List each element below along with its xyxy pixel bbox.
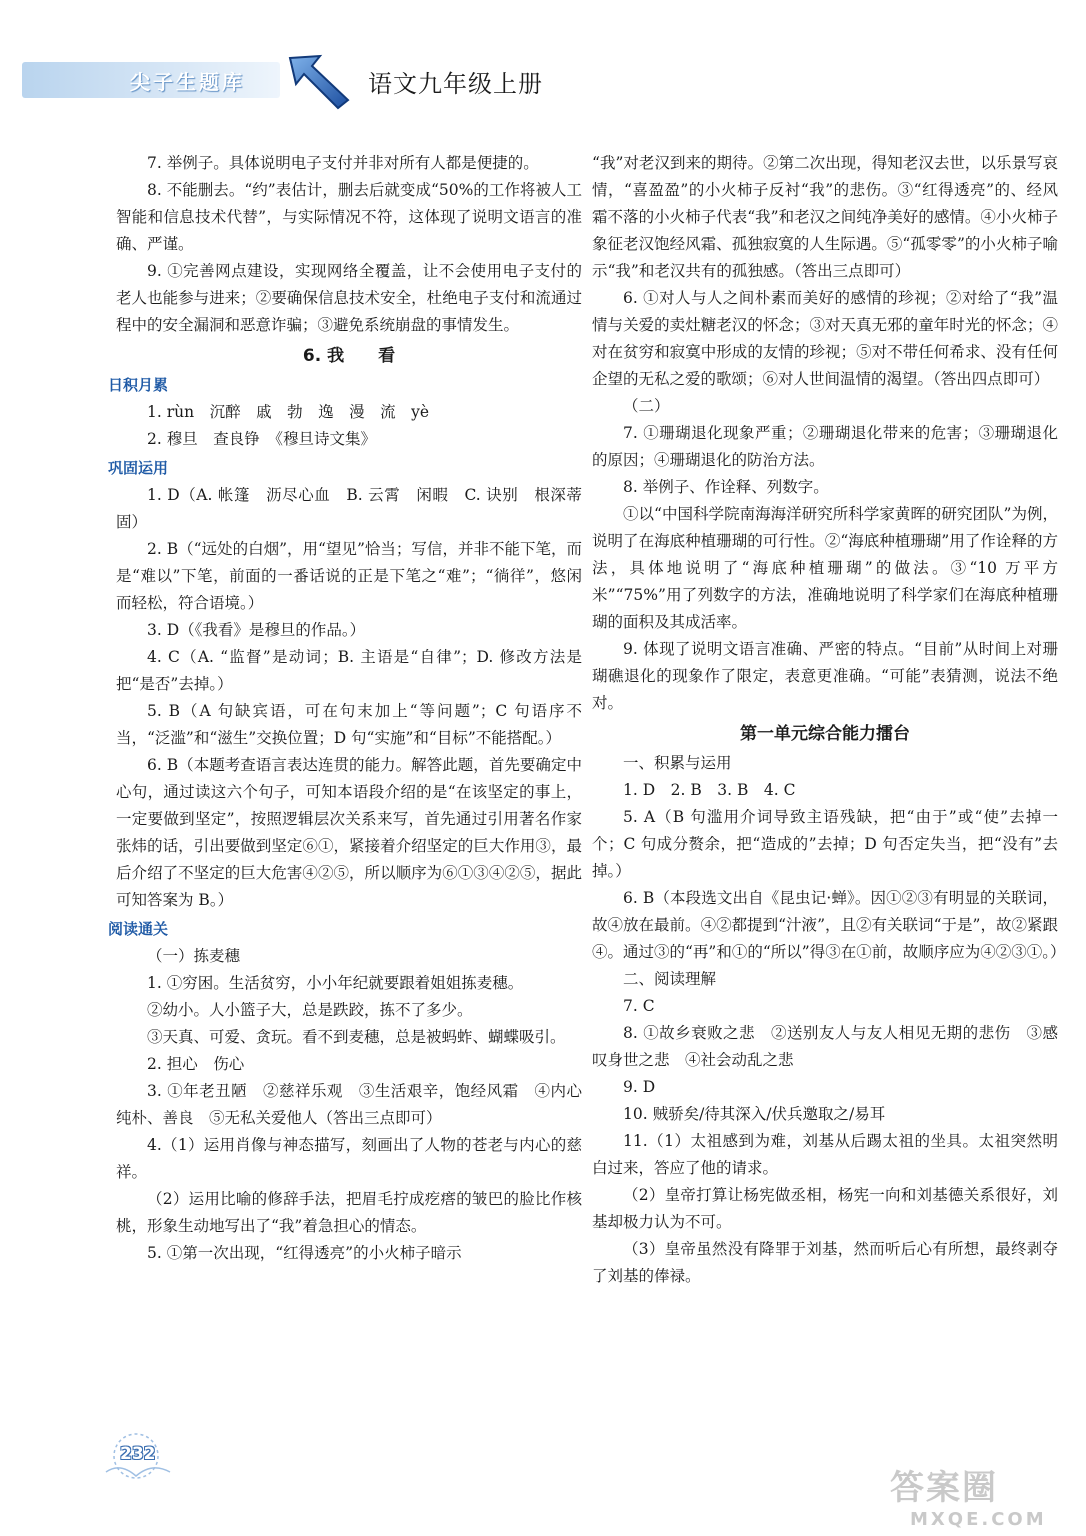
passage-title: （二） [623, 397, 670, 415]
answer-line: （3）皇帝虽然没有降罪于刘基，然而听后心有所想，最终剥夺了刘基的俸禄。 [592, 1240, 1058, 1285]
answer-line: ③天真、可爱、贪玩。看不到麦穗，总是被蚂蚱、蝴蝶吸引。 [147, 1028, 566, 1046]
answer-line: （2）运用比喻的修辞手法，把眉毛拧成疙瘩的皱巴的脸比作核桃，形象生动地写出了“我”着急担心的情态。 [116, 1190, 582, 1235]
answer-line: 6. B（本段选文出自《昆虫记·蝉》。因①②③有明显的关联词，故④放在最前。④②都提到“汁液”，且②有关联词“于是”，故②紧跟④。通过③的“再”和①的“所以”得③在①前，故顺序应为④②③①。） [592, 889, 1066, 961]
section-heading-consolidate: 巩固运用 [108, 459, 169, 477]
answer-line: 8. ①故乡衰败之悲 ②送别友人与友人相见无期的悲伤 ③感叹身世之悲 ④社会动乱之悲 [592, 1024, 1058, 1069]
section-heading-accumulate: 日积月累 [108, 376, 169, 394]
answer-line: 2. 穆旦 查良铮 《穆旦诗文集》 [147, 430, 376, 448]
answer-line: “我”对老汉到来的期待。②第二次出现，得知老汉去世，以乐景写哀情，“喜盈盈”的小火柿子反衬“我”的悲伤。③“红得透亮”的、经风霜不落的小火柿子代表“我”和老汉之间纯净美好的感情。④小火柿子象征老汉饱经风霜、孤独寂寞的人生际遇。⑤“孤零零”的小火柿子喻示“我”和老汉共有的孤独感。（答出三点即可） [592, 154, 1058, 280]
answer-line: 8. 举例子、作诠释、列数字。 [623, 478, 829, 496]
unit-title: 第一单元综合能力擂台 [740, 724, 910, 744]
answer-line: 7. C [623, 997, 655, 1015]
answer-line: 3. D（《我看》是穆旦的作品。） [147, 621, 366, 639]
arrow-up-left-icon [284, 50, 354, 112]
answer-line: 2. 担心 伤心 [147, 1055, 245, 1073]
answer-line: 10. 贼骄矣/待其深入/伏兵邀取之/易耳 [623, 1105, 886, 1123]
answer-line: 6. ①对人与人之间朴素而美好的感情的珍视；②对给了“我”温情与关爱的卖灶糖老汉的怀念；③对天真无邪的童年时光的怀念；④对在贫穷和寂寞中形成的友情的珍视；⑤对不带任何希求、没有任何企望的无私之爱的歌颂；⑥对人世间温情的渴望。（答出四点即可） [592, 289, 1058, 388]
page-number-badge [100, 1432, 180, 1488]
answer-line: 1. ①穷困。生活贫穷，小小年纪就要跟着姐姐拣麦穗。 [147, 974, 524, 992]
answer-line: （2）皇帝打算让杨宪做丞相，杨宪一向和刘基德关系很好，刘基却极力认为不可。 [592, 1186, 1058, 1231]
answer-9: 9. ①完善网点建设，实现网络全覆盖，让不会使用电子支付的老人也能参与进来；②要确保信息技术安全，杜绝电子支付和流通过程中的安全漏洞和恶意诈骗；③避免系统崩盘的事情发生。 [116, 262, 582, 334]
answer-line: 7. ①珊瑚退化现象严重；②珊瑚退化带来的危害；③珊瑚退化的原因；④珊瑚退化的防治方法。 [592, 424, 1058, 469]
answer-line: 4.（1）运用肖像与神态描写，刻画出了人物的苍老与内心的慈祥。 [116, 1136, 582, 1181]
left-column [108, 150, 582, 1267]
right-column [592, 150, 1066, 1290]
answer-line: 2. B（“远处的白烟”，用“望见”恰当；写信，并非不能下笔，而是“难以”下笔，前面的一番话说的正是下笔之“难”；“徜徉”，悠闲而轻松，符合语境。） [116, 540, 582, 612]
watermark [890, 1460, 1080, 1530]
section-heading-reading: 阅读通关 [108, 920, 169, 938]
answer-line: 5. B（A 句缺宾语，可在句末加上“等问题”；C 句语序不当，“泛滥”和“滋生”交换位置；D 句“实施”和“目标”不能搭配。） [116, 702, 582, 747]
book-title: 语文九年级上册 [368, 70, 543, 98]
answer-line: 11.（1）太祖感到为难，刘基从后踢太祖的坐具。太祖突然明白过来，答应了他的请求。 [592, 1132, 1058, 1177]
answer-line: 9. 体现了说明文语言准确、严密的特点。“目前”从时间上对珊瑚礁退化的现象作了限定，表意更准确。“可能”表猜测，说法不绝对。 [592, 640, 1058, 712]
part-heading: 二、阅读理解 [623, 970, 717, 988]
answer-line: ②幼小。人小篮子大，总是跌跤，拣不了多少。 [147, 1001, 473, 1019]
brand-label: 尖子生题库 [130, 70, 245, 94]
answer-7: 7. 举例子。具体说明电子支付并非对所有人都是便捷的。 [147, 154, 539, 172]
watermark-logo: 答案圈 [890, 1468, 998, 1508]
watermark-url: MXQE.COM [910, 1509, 1047, 1530]
answer-line: 1. D（A. 帐篷 沥尽心血 B. 云霄 闲暇 C. 诀别 根深蒂固） [116, 486, 582, 531]
answer-line: 5. A（B 句滥用介词导致主语残缺，把“由于”或“使”去掉一个；C 句成分赘余，把“造成的”去掉；D 句否定失当，把“没有”去掉。） [592, 808, 1058, 880]
answer-line: 5. ①第一次出现，“红得透亮”的小火柿子暗示 [147, 1244, 462, 1262]
answer-line: 1. D 2. B 3. B 4. C [623, 781, 796, 799]
answer-line: 4. C（A. “监督”是动词；B. 主语是“自律”；D. 修改方法是把“是否”去掉。） [116, 648, 582, 693]
page-header [0, 0, 1086, 130]
part-heading: 一、积累与运用 [623, 754, 732, 772]
page-number: 232 [120, 1444, 156, 1464]
answer-line: 3. ①年老丑陋 ②慈祥乐观 ③生活艰辛，饱经风霜 ④内心纯朴、善良 ⑤无私关爱他人（答出三点即可） [116, 1082, 582, 1127]
answer-line: ①以“中国科学院南海海洋研究所科学家黄晖的研究团队”为例，说明了在海底种植珊瑚的可行性。②“海底种植珊瑚”用了作诠释的方法，具体地说明了“海底种植珊瑚”的做法。③“10 万平方米”“75%”用了列数字的方法，准确地说明了科学家们在海底种植珊瑚的面积及其成活率。 [592, 505, 1058, 631]
answer-8: 8. 不能删去。“约”表估计，删去后就变成“50%的工作将被人工智能和信息技术代替”，与实际情况不符，这体现了说明文语言的准确、严谨。 [116, 181, 582, 253]
answer-line: 6. B（本题考查语言表达连贯的能力。解答此题，首先要确定中心句，通过读这六个句子，可知本语段介绍的是“在该坚定的事上，一定要做到坚定”，按照逻辑层次关系来写，首先通过引用著名作家张炜的话，引出要做到坚定⑥①，紧接着介绍坚定的巨大作用③，最后介绍了不坚定的巨大危害④②⑤，所以顺序为⑥①③④②⑤，据此可知答案为 B。） [116, 756, 582, 909]
lesson-title: 6. 我 看 [302, 346, 396, 366]
passage-title: （一）拣麦穗 [147, 947, 241, 965]
answer-line: 9. D [623, 1078, 656, 1096]
answer-line: 1. rùn 沉醉 戚 勃 逸 漫 流 yè [147, 403, 430, 421]
